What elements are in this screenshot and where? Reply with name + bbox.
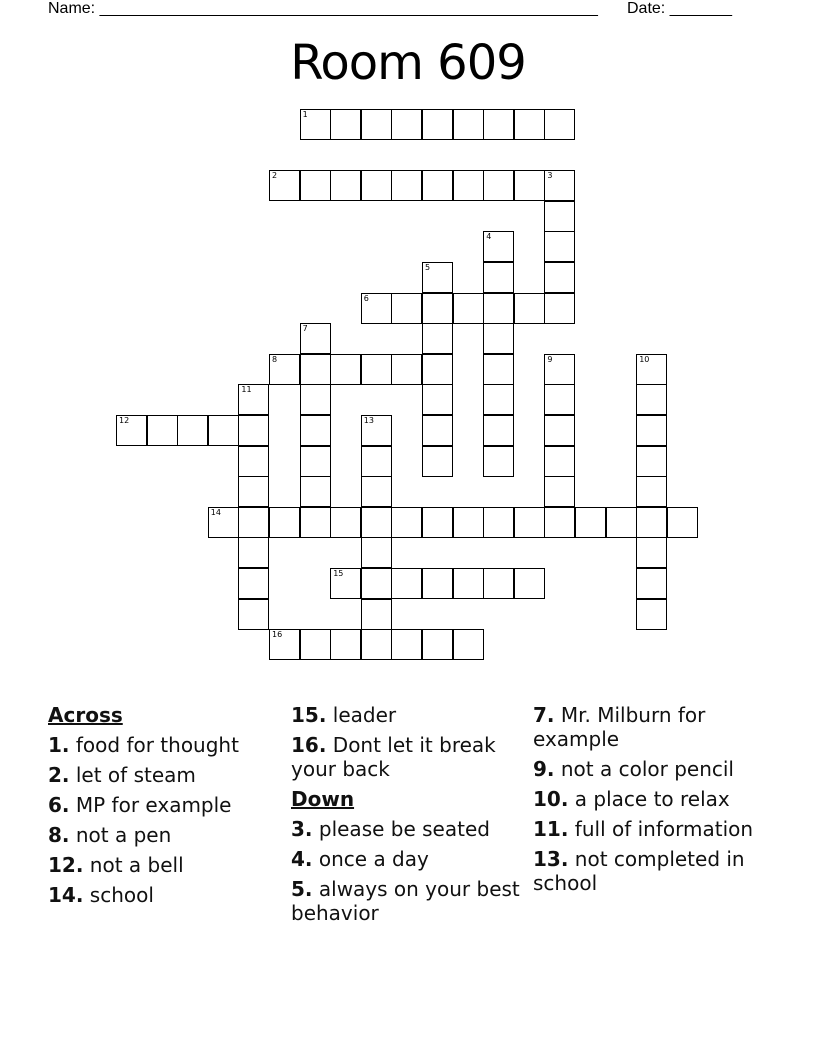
grid-cell[interactable] bbox=[361, 629, 392, 660]
grid-clue-number: 16 bbox=[272, 630, 283, 640]
grid-cell[interactable] bbox=[300, 507, 331, 538]
grid-cell[interactable] bbox=[422, 262, 453, 293]
page-title: Room 609 bbox=[290, 35, 526, 91]
clue-across-6: 6. MP for example bbox=[48, 793, 232, 817]
grid-cell[interactable] bbox=[483, 354, 514, 385]
grid-cell[interactable] bbox=[300, 446, 331, 477]
grid-cell[interactable] bbox=[483, 384, 514, 415]
grid-cell[interactable] bbox=[514, 507, 545, 538]
grid-cell[interactable] bbox=[453, 568, 484, 599]
grid-cell[interactable] bbox=[300, 629, 331, 660]
grid-cell[interactable] bbox=[361, 446, 392, 477]
grid-cell[interactable] bbox=[238, 415, 269, 446]
name-field-label: Name: ________________________________________________________ bbox=[48, 0, 598, 17]
grid-cell[interactable] bbox=[483, 415, 514, 446]
clue-down-11: 11. full of information bbox=[533, 817, 754, 841]
grid-cell[interactable] bbox=[361, 415, 392, 446]
grid-cell[interactable] bbox=[483, 170, 514, 201]
grid-cell[interactable] bbox=[391, 507, 422, 538]
grid-cell[interactable] bbox=[238, 476, 269, 507]
grid-cell[interactable] bbox=[544, 201, 575, 232]
grid-cell[interactable] bbox=[361, 354, 392, 385]
grid-cell[interactable] bbox=[391, 170, 422, 201]
grid-cell[interactable] bbox=[636, 446, 667, 477]
grid-cell[interactable] bbox=[147, 415, 178, 446]
grid-cell[interactable] bbox=[636, 415, 667, 446]
grid-cell[interactable] bbox=[422, 170, 453, 201]
grid-cell[interactable] bbox=[483, 293, 514, 324]
grid-cell[interactable] bbox=[483, 231, 514, 262]
grid-cell[interactable] bbox=[422, 415, 453, 446]
down-heading: Down bbox=[291, 787, 355, 811]
clue-across-12: 12. not a bell bbox=[48, 853, 184, 877]
grid-cell[interactable] bbox=[453, 507, 484, 538]
grid-cell[interactable] bbox=[483, 109, 514, 140]
grid-cell[interactable] bbox=[636, 507, 667, 538]
grid-cell[interactable] bbox=[361, 109, 392, 140]
grid-cell[interactable] bbox=[483, 262, 514, 293]
grid-cell[interactable] bbox=[544, 231, 575, 262]
grid-cell[interactable] bbox=[483, 323, 514, 354]
grid-cell[interactable] bbox=[361, 507, 392, 538]
grid-cell[interactable] bbox=[300, 476, 331, 507]
grid-cell[interactable] bbox=[514, 109, 545, 140]
grid-cell[interactable] bbox=[330, 354, 361, 385]
grid-cell[interactable] bbox=[636, 599, 667, 630]
grid-cell[interactable] bbox=[422, 323, 453, 354]
grid-cell[interactable] bbox=[422, 384, 453, 415]
grid-cell[interactable] bbox=[238, 507, 269, 538]
grid-cell[interactable] bbox=[483, 568, 514, 599]
grid-cell[interactable] bbox=[300, 354, 331, 385]
grid-cell[interactable] bbox=[544, 476, 575, 507]
clue-down-13: 13. not completed in school bbox=[533, 847, 745, 895]
grid-cell[interactable] bbox=[238, 568, 269, 599]
grid-cell[interactable] bbox=[330, 568, 361, 599]
grid-cell[interactable] bbox=[544, 507, 575, 538]
grid-cell[interactable] bbox=[483, 446, 514, 477]
grid-cell[interactable] bbox=[636, 568, 667, 599]
grid-cell[interactable] bbox=[391, 568, 422, 599]
grid-cell[interactable] bbox=[453, 170, 484, 201]
grid-cell[interactable] bbox=[300, 415, 331, 446]
clue-down-10: 10. a place to relax bbox=[533, 787, 730, 811]
grid-clue-number: 5 bbox=[425, 263, 431, 272]
grid-cell[interactable] bbox=[483, 507, 514, 538]
grid-cell[interactable] bbox=[116, 415, 147, 446]
grid-cell[interactable] bbox=[300, 170, 331, 201]
grid-cell[interactable] bbox=[177, 415, 208, 446]
grid-cell[interactable] bbox=[514, 568, 545, 599]
grid-cell[interactable] bbox=[636, 537, 667, 568]
grid-clue-number: 12 bbox=[119, 416, 130, 425]
grid-cell[interactable] bbox=[269, 170, 300, 201]
clue-across-16: 16. Dont let it break your back bbox=[291, 733, 496, 781]
grid-cell[interactable] bbox=[361, 170, 392, 201]
grid-cell[interactable] bbox=[238, 384, 269, 415]
grid-cell[interactable] bbox=[422, 629, 453, 660]
clue-down-5: 5. always on your best behavior bbox=[291, 877, 520, 925]
clue-across-14: 14. school bbox=[48, 883, 154, 907]
grid-clue-number: 15 bbox=[333, 569, 344, 578]
grid-cell[interactable] bbox=[544, 262, 575, 293]
grid-cell[interactable] bbox=[391, 293, 422, 324]
grid-cell[interactable] bbox=[391, 629, 422, 660]
grid-cell[interactable] bbox=[544, 293, 575, 324]
clue-across-2: 2. let of steam bbox=[48, 763, 196, 787]
grid-cell[interactable] bbox=[361, 568, 392, 599]
grid-cell[interactable] bbox=[238, 599, 269, 630]
grid-cell[interactable] bbox=[238, 446, 269, 477]
grid-cell[interactable] bbox=[300, 109, 331, 140]
grid-cell[interactable] bbox=[514, 293, 545, 324]
grid-cell[interactable] bbox=[422, 507, 453, 538]
grid-clue-number: 3 bbox=[547, 171, 553, 181]
grid-cell[interactable] bbox=[330, 507, 361, 538]
grid-cell[interactable] bbox=[453, 629, 484, 660]
grid-cell[interactable] bbox=[361, 537, 392, 568]
grid-cell[interactable] bbox=[391, 109, 422, 140]
clue-across-15: 15. leader bbox=[291, 703, 397, 727]
grid-cell[interactable] bbox=[330, 629, 361, 660]
grid-cell[interactable] bbox=[575, 507, 606, 538]
clue-down-9: 9. not a color pencil bbox=[533, 757, 734, 781]
grid-clue-number: 11 bbox=[241, 385, 252, 395]
grid-cell[interactable] bbox=[544, 446, 575, 477]
grid-cell[interactable] bbox=[636, 384, 667, 415]
grid-cell[interactable] bbox=[208, 507, 239, 538]
grid-cell[interactable] bbox=[544, 384, 575, 415]
grid-cell[interactable] bbox=[544, 354, 575, 385]
grid-clue-number: 7 bbox=[302, 324, 308, 334]
grid-cell[interactable] bbox=[636, 354, 667, 385]
grid-cell[interactable] bbox=[453, 293, 484, 324]
grid-cell[interactable] bbox=[361, 293, 392, 324]
clue-down-7: 7. Mr. Milburn for example bbox=[533, 703, 706, 751]
grid-cell[interactable] bbox=[606, 507, 637, 538]
grid-cell[interactable] bbox=[422, 568, 453, 599]
grid-cell[interactable] bbox=[300, 384, 331, 415]
grid-clue-number: 4 bbox=[486, 232, 492, 242]
clue-across-1: 1. food for thought bbox=[48, 733, 239, 757]
grid-clue-number: 6 bbox=[363, 293, 369, 303]
grid-clue-number: 2 bbox=[272, 171, 278, 181]
grid-cell[interactable] bbox=[544, 109, 575, 140]
grid-cell[interactable] bbox=[361, 476, 392, 507]
clue-down-4: 4. once a day bbox=[291, 847, 429, 871]
grid-cell[interactable] bbox=[422, 354, 453, 385]
grid-cell[interactable] bbox=[330, 170, 361, 201]
grid-cell[interactable] bbox=[422, 446, 453, 477]
across-heading: Across bbox=[48, 703, 123, 727]
clue-column-1 bbox=[48, 703, 278, 913]
grid-cell[interactable] bbox=[330, 109, 361, 140]
grid-cell[interactable] bbox=[269, 354, 300, 385]
grid-cell[interactable] bbox=[667, 507, 698, 538]
grid-cell[interactable] bbox=[361, 599, 392, 630]
grid-cell[interactable] bbox=[422, 293, 453, 324]
grid-clue-number: 1 bbox=[302, 110, 308, 119]
grid-clue-number: 9 bbox=[547, 354, 553, 364]
grid-cell[interactable] bbox=[544, 415, 575, 446]
clue-across-8: 8. not a pen bbox=[48, 823, 172, 847]
grid-clue-number: 14 bbox=[210, 507, 221, 517]
grid-cell[interactable] bbox=[269, 507, 300, 538]
grid-cell[interactable] bbox=[300, 323, 331, 354]
clue-down-3: 3. please be seated bbox=[291, 817, 490, 841]
grid-clue-number: 8 bbox=[272, 354, 278, 364]
date-field-label: Date: _______ bbox=[627, 0, 732, 17]
grid-cell[interactable] bbox=[453, 109, 484, 140]
grid-cell[interactable] bbox=[269, 629, 300, 660]
grid-cell[interactable] bbox=[422, 109, 453, 140]
grid-cell[interactable] bbox=[514, 170, 545, 201]
grid-cell[interactable] bbox=[391, 354, 422, 385]
grid-clue-number: 10 bbox=[639, 354, 650, 364]
clue-column-3 bbox=[533, 703, 773, 901]
grid-cell[interactable] bbox=[544, 170, 575, 201]
grid-clue-number: 13 bbox=[363, 416, 374, 425]
grid-cell[interactable] bbox=[636, 476, 667, 507]
grid-cell[interactable] bbox=[238, 537, 269, 568]
clue-column-2 bbox=[291, 703, 521, 931]
grid-cell[interactable] bbox=[208, 415, 239, 446]
